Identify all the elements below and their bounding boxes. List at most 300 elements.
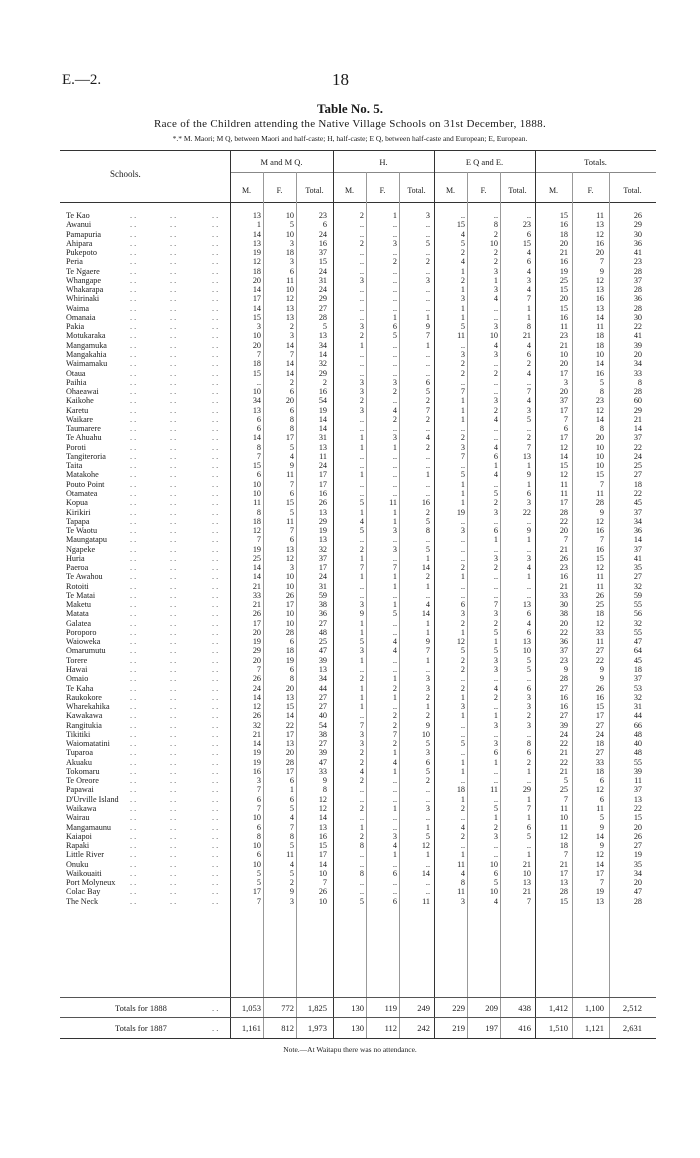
leader-dots: . .	[212, 692, 219, 702]
cell-value: 2	[493, 498, 498, 508]
sub-header-separator	[296, 172, 297, 202]
cell-value: 1	[526, 850, 531, 860]
cell-value: 8	[526, 322, 531, 332]
cell-value: ..	[392, 618, 397, 628]
table-row	[0, 517, 700, 526]
cell-value: 14	[595, 859, 604, 869]
cell-value: 1	[460, 312, 465, 322]
cell-value: 15	[559, 461, 568, 471]
leader-dots: . .	[130, 720, 137, 730]
school-name: The Neck	[66, 896, 99, 906]
cell-value: 1	[425, 655, 430, 665]
cell-value: 44	[633, 711, 642, 721]
leader-dots: . .	[130, 655, 137, 665]
cell-value: ..	[425, 887, 430, 897]
totals-rule	[60, 997, 656, 998]
sub-header-separator	[263, 172, 264, 202]
cell-value: ..	[359, 581, 364, 591]
table-row	[0, 674, 700, 683]
leader-dots: . .	[212, 516, 219, 526]
leader-dots: . .	[212, 831, 219, 841]
cell-value: 2	[425, 572, 430, 582]
cell-value: ..	[392, 359, 397, 369]
totals-value: 242	[417, 1023, 430, 1033]
cell-value: 4	[526, 266, 531, 276]
leader-dots: . .	[212, 590, 219, 600]
cell-value: 2	[460, 665, 465, 675]
school-name: Waimamaku	[66, 359, 108, 369]
table-row	[0, 572, 700, 581]
cell-value: 16	[595, 238, 604, 248]
cell-value: 19	[252, 544, 261, 554]
cell-value: 27	[595, 748, 604, 758]
cell-value: 5	[599, 377, 604, 387]
cell-value: 2	[359, 748, 364, 758]
cell-value: 36	[318, 609, 327, 619]
cell-value: 2	[392, 414, 397, 424]
leader-dots: . .	[170, 368, 177, 378]
cell-value: ..	[359, 535, 364, 545]
cell-value: 27	[633, 572, 642, 582]
cell-value: 8	[289, 674, 294, 684]
cell-value: 12	[595, 618, 604, 628]
leader-dots: . .	[212, 878, 219, 888]
cell-value: 14	[318, 424, 327, 434]
leader-dots: . .	[170, 600, 177, 610]
cell-value: 19	[252, 757, 261, 767]
cell-value: 22	[559, 516, 568, 526]
leader-dots: . .	[170, 683, 177, 693]
cell-value: 3	[392, 831, 397, 841]
cell-value: 23	[522, 220, 531, 230]
cell-value: 17	[285, 766, 294, 776]
leader-dots: . .	[212, 572, 219, 582]
cell-value: ..	[392, 590, 397, 600]
cell-value: 28	[285, 757, 294, 767]
cell-value: 24	[595, 729, 604, 739]
cell-value: 3	[359, 275, 364, 285]
leader-dots: . .	[212, 238, 219, 248]
cell-value: 9	[322, 776, 327, 786]
leader-dots: . .	[170, 581, 177, 591]
cell-value: ..	[359, 285, 364, 295]
cell-value: ..	[493, 312, 498, 322]
school-name: Poroti	[66, 442, 87, 452]
cell-value: 13	[595, 220, 604, 230]
cell-value: 2	[425, 396, 430, 406]
cell-value: 21	[559, 766, 568, 776]
cell-value: 8	[599, 424, 604, 434]
school-name: Tangiteroria	[66, 451, 106, 461]
leader-dots: . .	[212, 535, 219, 545]
cell-value: 11	[596, 211, 604, 220]
leader-dots: . .	[130, 646, 137, 656]
cell-value: 2	[460, 368, 465, 378]
cell-value: 24	[559, 729, 568, 739]
leader-dots: . .	[170, 665, 177, 675]
cell-value: 10	[252, 813, 261, 823]
cell-value: 3	[359, 322, 364, 332]
school-name: Galatea	[66, 618, 91, 628]
leader-dots: . .	[130, 766, 137, 776]
leader-dots: . .	[170, 526, 177, 536]
cell-value: 13	[318, 331, 327, 341]
leader-dots: . .	[170, 813, 177, 823]
cell-value: 14	[421, 609, 430, 619]
school-name: Te Waotu	[66, 526, 98, 536]
cell-value: 18	[252, 516, 261, 526]
cell-value: 17	[252, 618, 261, 628]
school-name: Karetu	[66, 405, 89, 415]
cell-value: 14	[252, 739, 261, 749]
cell-value: ..	[493, 424, 498, 434]
cell-value: ..	[392, 822, 397, 832]
cell-value: 10	[285, 211, 294, 220]
cell-value: ..	[359, 266, 364, 276]
cell-value: 14	[633, 424, 642, 434]
cell-value: 1	[392, 312, 397, 322]
school-name: Rotoiti	[66, 581, 89, 591]
legend-note: *.* M. Maori; M Q, between Maori and half-caste; H, half-caste; E Q, between half-caste and European; E, European.	[172, 134, 528, 143]
leader-dots: . .	[212, 229, 219, 239]
cell-value: ..	[392, 794, 397, 804]
leader-dots: . .	[130, 711, 137, 721]
table-row	[0, 443, 700, 452]
cell-value: 3	[526, 692, 531, 702]
cell-value: 22	[595, 655, 604, 665]
cell-value: 17	[285, 729, 294, 739]
cell-value: 1	[493, 275, 498, 285]
table-subtitle: Race of the Children attending the Native Village Schools on 31st December, 1888.	[153, 118, 546, 130]
table-row	[0, 711, 700, 720]
cell-value: 11	[560, 479, 568, 489]
cell-value: 1	[359, 618, 364, 628]
totals-rule-2	[60, 1017, 656, 1018]
cell-value: 27	[559, 711, 568, 721]
cell-value: 1	[460, 414, 465, 424]
cell-value: ..	[493, 581, 498, 591]
cell-value: 11	[560, 804, 568, 813]
cell-value: 48	[633, 748, 642, 758]
cell-value: 37	[633, 275, 642, 285]
leader-dots: . .	[130, 294, 137, 304]
leader-dots: . .	[130, 600, 137, 610]
cell-value: 1	[460, 757, 465, 767]
cell-value: 4	[289, 859, 294, 869]
school-name: Pukepoto	[66, 248, 97, 258]
table-bottom-rule	[60, 1038, 656, 1039]
cell-value: 5	[460, 646, 465, 656]
cell-value: ..	[425, 535, 430, 545]
cell-value: 8	[359, 868, 364, 878]
cell-value: ..	[460, 590, 465, 600]
school-name: Ahipara	[66, 238, 93, 248]
cell-value: 5	[460, 739, 465, 749]
cell-value: ..	[359, 303, 364, 313]
cell-value: 26	[318, 887, 327, 897]
table-row	[0, 508, 700, 517]
leader-dots: . .	[170, 859, 177, 869]
school-name: Poroporo	[66, 627, 97, 637]
cell-value: 11	[286, 516, 294, 526]
cell-value: 15	[318, 841, 327, 851]
cell-value: ..	[493, 776, 498, 786]
cell-value: 9	[599, 507, 604, 517]
cell-value: 21	[522, 331, 531, 341]
leader-dots: . .	[212, 711, 219, 721]
totals-value: 2,631	[622, 1023, 642, 1033]
cell-value: 15	[559, 303, 568, 313]
cell-value: 31	[318, 275, 327, 285]
header-bottom-rule	[60, 202, 656, 203]
cell-value: 26	[252, 674, 261, 684]
leader-dots: . .	[170, 340, 177, 350]
leader-dots: . .	[170, 535, 177, 545]
cell-value: 1	[526, 766, 531, 776]
cell-value: 2	[425, 776, 430, 786]
cell-value: 6	[526, 609, 531, 619]
header-top-rule	[60, 150, 656, 151]
cell-value: 47	[318, 646, 327, 656]
cell-value: 15	[318, 257, 327, 267]
cell-value: 1	[359, 655, 364, 665]
cell-value: ..	[425, 813, 430, 823]
cell-value: 6	[526, 229, 531, 239]
cell-value: 5	[392, 609, 397, 619]
totals-value: 1,825	[307, 1003, 327, 1013]
leader-dots: . .	[170, 590, 177, 600]
cell-value: ..	[392, 470, 397, 480]
cell-value: 1	[359, 470, 364, 480]
cell-value: 39	[318, 748, 327, 758]
cell-value: 5	[425, 516, 430, 526]
cell-value: 17	[559, 405, 568, 415]
cell-value: 18	[595, 331, 604, 341]
cell-value: 20	[252, 627, 261, 637]
school-name: Tokomaru	[66, 766, 100, 776]
cell-value: 37	[318, 248, 327, 258]
cell-value: 33	[633, 368, 642, 378]
cell-value: 6	[526, 748, 531, 758]
cell-value: ..	[460, 841, 465, 851]
cell-value: 13	[595, 896, 604, 906]
cell-value: 14	[595, 359, 604, 369]
leader-dots: . .	[130, 303, 137, 313]
leader-dots: . .	[212, 776, 219, 786]
cell-value: 4	[392, 757, 397, 767]
leader-dots: . .	[170, 804, 177, 813]
cell-value: ..	[526, 377, 531, 387]
cell-value: 5	[322, 322, 327, 332]
cell-value: 4	[359, 766, 364, 776]
leader-dots: . .	[212, 526, 219, 536]
cell-value: 7	[256, 804, 261, 813]
cell-value: 1	[425, 553, 430, 563]
cell-value: 7	[563, 794, 568, 804]
totals-value: 209	[485, 1003, 498, 1013]
cell-value: 23	[595, 396, 604, 406]
totals-value: 1,412	[548, 1003, 568, 1013]
school-name: Mangamaunu	[66, 822, 112, 832]
cell-value: 2	[359, 757, 364, 767]
cell-value: 25	[318, 637, 327, 647]
cell-value: ..	[359, 850, 364, 860]
cell-value: 3	[493, 831, 498, 841]
cell-value: 28	[318, 312, 327, 322]
table-row	[0, 461, 700, 470]
cell-value: 9	[526, 470, 531, 480]
cell-value: 11	[253, 498, 261, 508]
leader-dots: . .	[212, 702, 219, 712]
table-row	[0, 785, 700, 794]
cell-value: 3	[359, 377, 364, 387]
cell-value: 18	[252, 266, 261, 276]
cell-value: 5	[289, 841, 294, 851]
leader-dots: . .	[130, 609, 137, 619]
cell-value: ..	[460, 776, 465, 786]
table-row	[0, 369, 700, 378]
table-row	[0, 267, 700, 276]
sub-header: M.	[241, 186, 252, 195]
cell-value: 3	[392, 544, 397, 554]
cell-value: ..	[425, 266, 430, 276]
cell-value: 13	[285, 303, 294, 313]
leader-dots: . .	[170, 646, 177, 656]
cell-value: 14	[318, 813, 327, 823]
cell-value: 41	[633, 331, 642, 341]
table-row	[0, 498, 700, 507]
cell-value: 16	[559, 702, 568, 712]
table-row	[0, 591, 700, 600]
leader-dots: . .	[212, 813, 219, 823]
cell-value: 15	[456, 220, 465, 230]
leader-dots: . .	[170, 776, 177, 786]
cell-value: 2	[359, 544, 364, 554]
cell-value: 2	[392, 683, 397, 693]
cell-value: 5	[359, 526, 364, 536]
cell-value: 2	[289, 322, 294, 332]
cell-value: 3	[289, 331, 294, 341]
leader-dots: . .	[130, 220, 137, 230]
cell-value: 7	[289, 822, 294, 832]
sub-header: M.	[445, 186, 456, 195]
cell-value: 22	[633, 322, 642, 332]
cell-value: 30	[633, 229, 642, 239]
cell-value: 31	[633, 702, 642, 712]
cell-value: 2	[359, 776, 364, 786]
cell-value: 64	[633, 646, 642, 656]
cell-value: 2	[322, 377, 327, 387]
cell-value: 12	[456, 637, 465, 647]
cell-value: 7	[563, 850, 568, 860]
cell-value: 2	[493, 368, 498, 378]
cell-value: 1	[392, 581, 397, 591]
cell-value: 18	[595, 340, 604, 350]
cell-value: 26	[285, 590, 294, 600]
cell-value: 2	[460, 563, 465, 573]
leader-dots: . .	[170, 248, 177, 258]
cell-value: 18	[285, 646, 294, 656]
cell-value: 25	[559, 275, 568, 285]
cell-value: 5	[289, 220, 294, 230]
totals-value: 812	[281, 1023, 294, 1033]
cell-value: 20	[559, 387, 568, 397]
cell-value: 2	[526, 433, 531, 443]
cell-value: 14	[285, 340, 294, 350]
school-name: Te Kaha	[66, 683, 94, 693]
leader-dots: . .	[130, 887, 137, 897]
cell-value: 14	[252, 572, 261, 582]
leader-dots: . .	[170, 470, 177, 480]
cell-value: 1	[460, 766, 465, 776]
leader-dots: . .	[170, 331, 177, 341]
cell-value: 4	[392, 841, 397, 851]
leader-dots: . .	[170, 572, 177, 582]
cell-value: 6	[460, 600, 465, 610]
totals-label: Totals for 1887	[115, 1023, 167, 1033]
cell-value: 7	[359, 563, 364, 573]
cell-value: 5	[563, 776, 568, 786]
cell-value: 7	[493, 600, 498, 610]
leader-dots: . .	[212, 609, 219, 619]
cell-value: 7	[460, 387, 465, 397]
cell-value: 11	[389, 498, 397, 508]
cell-value: 3	[526, 405, 531, 415]
totals-row	[0, 1019, 700, 1037]
cell-value: 56	[633, 609, 642, 619]
cell-value: 20	[595, 248, 604, 258]
cell-value: 3	[493, 739, 498, 749]
cell-value: ..	[425, 590, 430, 600]
cell-value: 7	[526, 442, 531, 452]
cell-value: 1	[392, 748, 397, 758]
cell-value: 11	[596, 322, 604, 332]
cell-value: 17	[318, 850, 327, 860]
school-name: Te Ngaere	[66, 266, 100, 276]
cell-value: 10	[252, 488, 261, 498]
table-row	[0, 850, 700, 859]
sub-header: F.	[379, 186, 386, 195]
school-name: Taumarere	[66, 424, 101, 434]
cell-value: 10	[595, 442, 604, 452]
cell-value: 3	[460, 349, 465, 359]
cell-value: ..	[460, 544, 465, 554]
cell-value: 6	[493, 868, 498, 878]
leader-dots: . .	[130, 349, 137, 359]
leader-dots: . .	[212, 387, 219, 397]
cell-value: 21	[252, 600, 261, 610]
cell-value: 24	[318, 572, 327, 582]
leader-dots: . .	[170, 822, 177, 832]
school-name: Te Kao	[66, 211, 90, 220]
cell-value: 21	[559, 340, 568, 350]
leader-dots: . .	[212, 665, 219, 675]
leader-dots: . .	[130, 433, 137, 443]
cell-value: 32	[633, 692, 642, 702]
cell-value: ..	[425, 488, 430, 498]
cell-value: 24	[318, 461, 327, 471]
table-row	[0, 739, 700, 748]
school-name: D'Urville Island	[66, 794, 119, 804]
cell-value: 14	[595, 831, 604, 841]
cell-value: 3	[256, 322, 261, 332]
cell-value: 3	[460, 609, 465, 619]
cell-value: ..	[493, 702, 498, 712]
cell-value: 19	[456, 507, 465, 517]
cell-value: 6	[493, 748, 498, 758]
leader-dots: . .	[170, 729, 177, 739]
cell-value: 31	[318, 581, 327, 591]
